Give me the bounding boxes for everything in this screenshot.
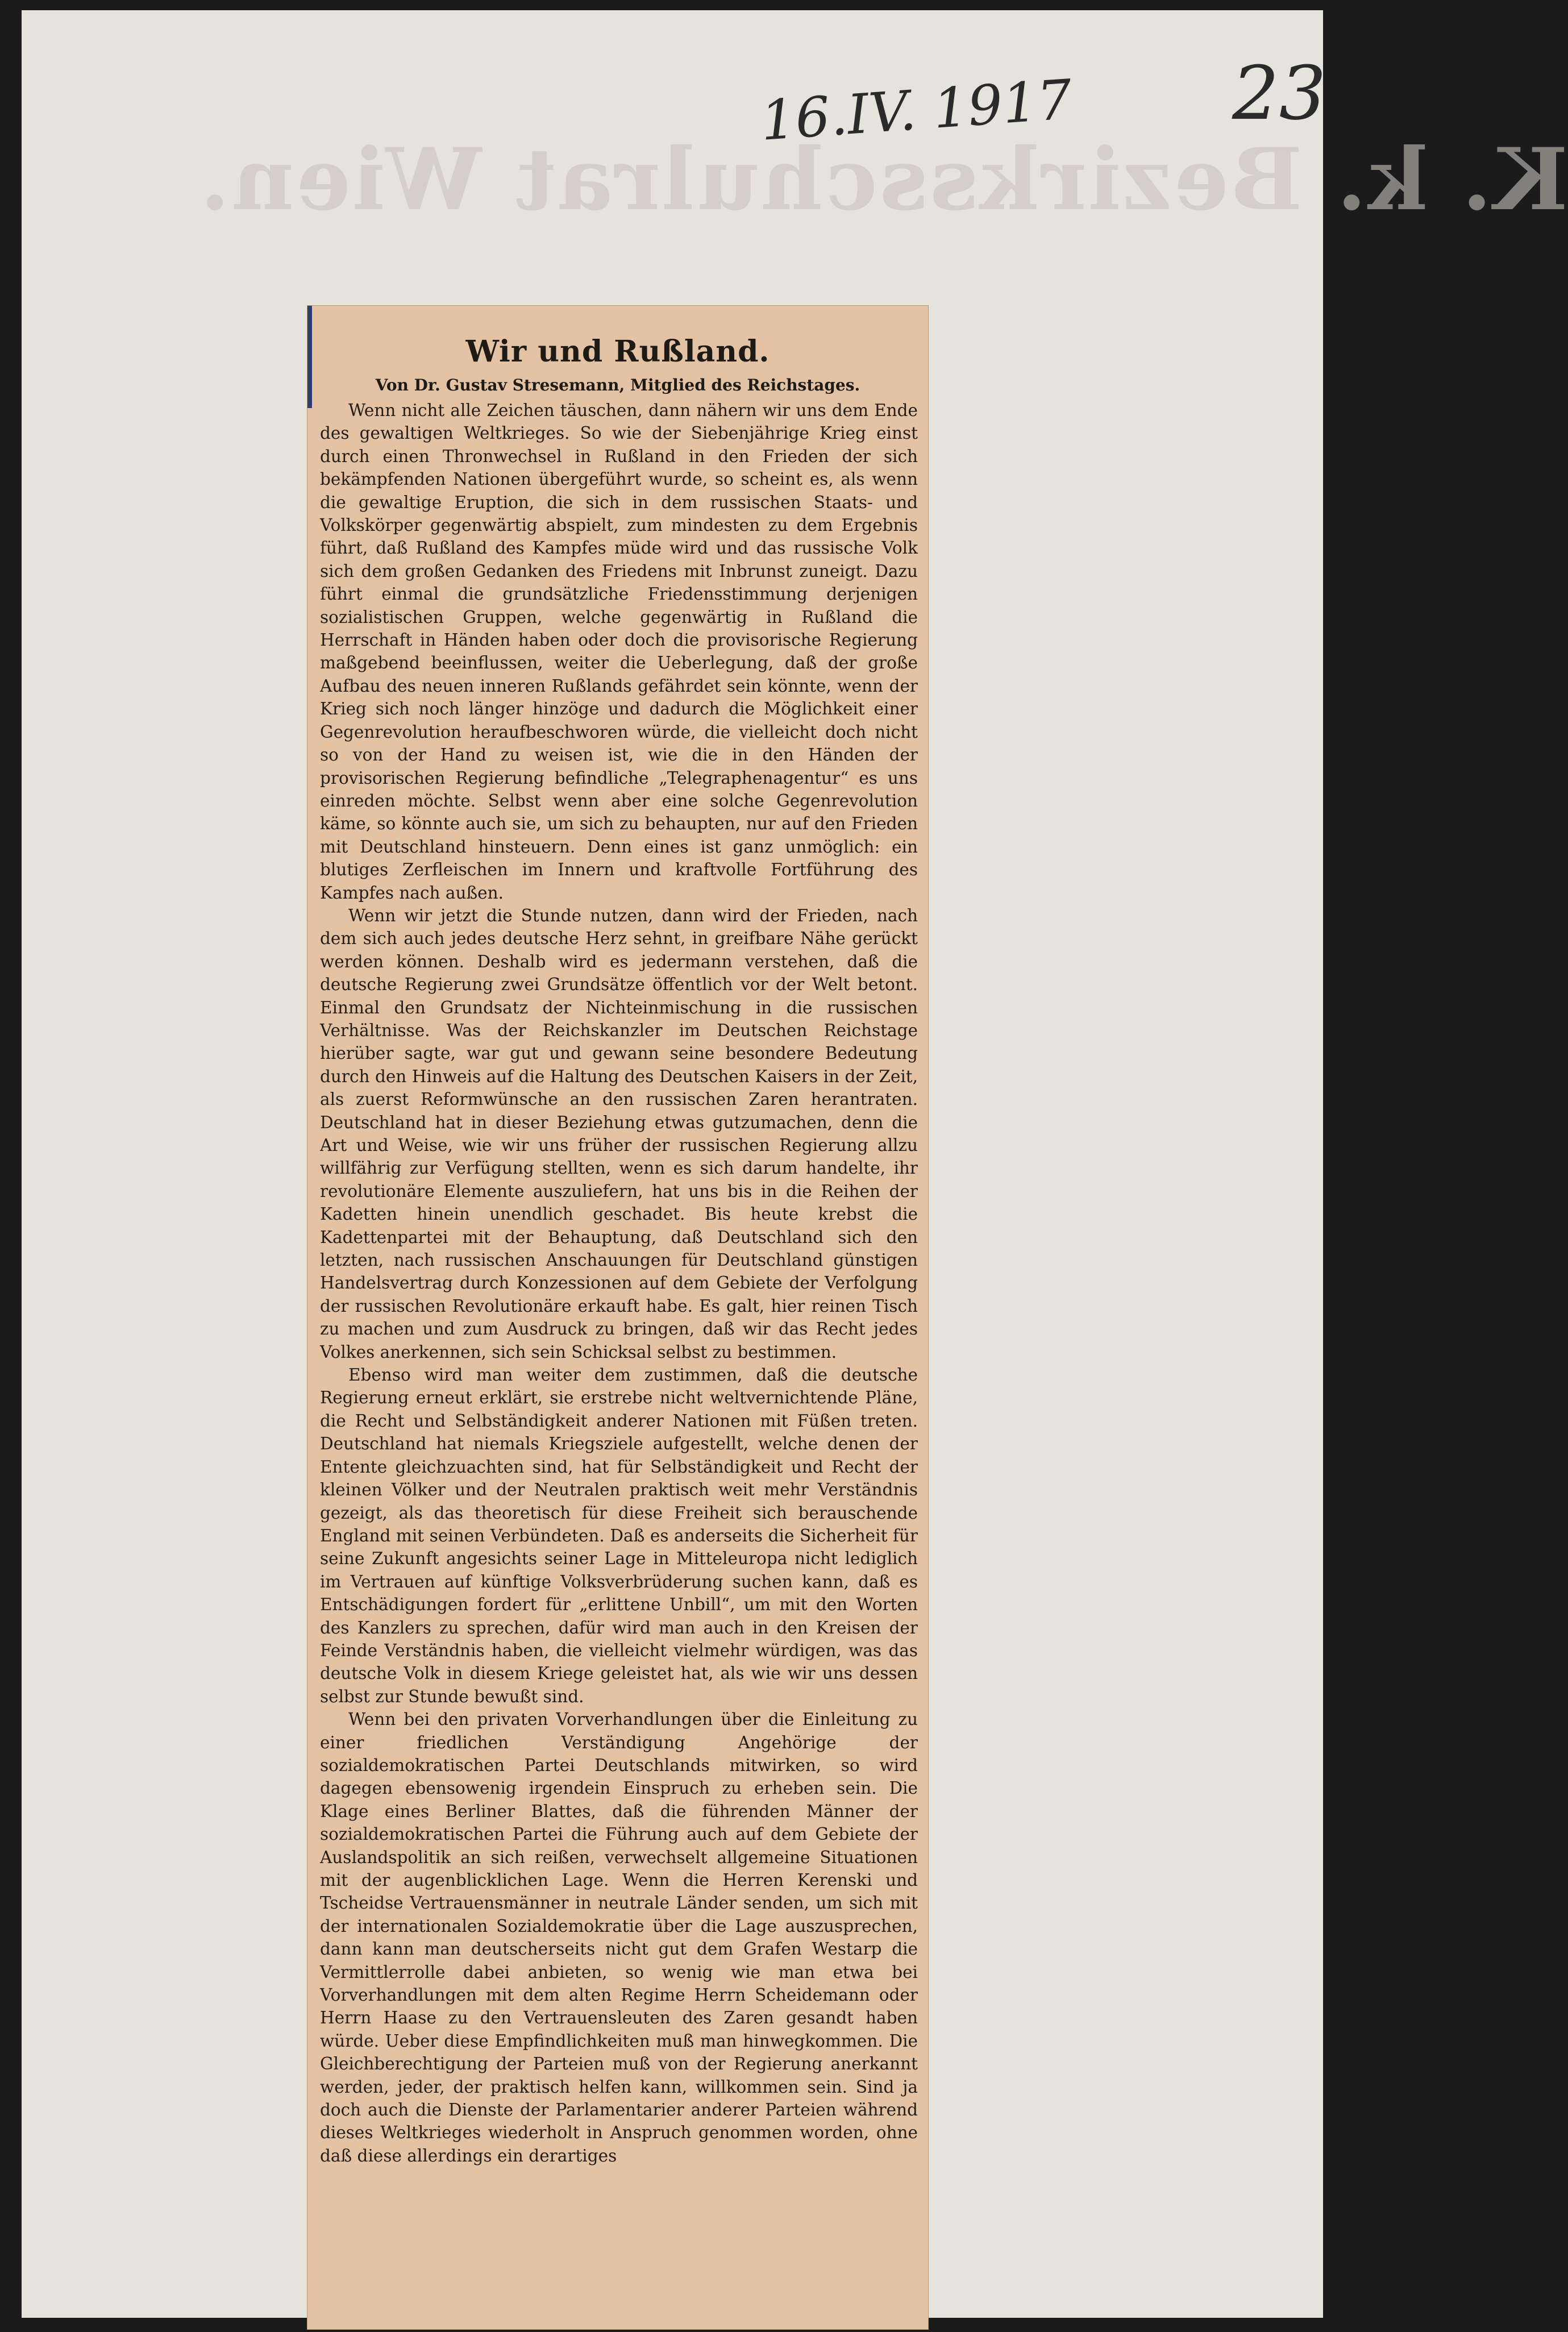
- article-byline: Von Dr. Gustav Stresemann, Mitglied des Reichstages.: [375, 376, 860, 394]
- handwritten-page-number: 23: [1232, 50, 1326, 136]
- article-paragraph: Ebenso wird man weiter dem zustimmen, daß die deutsche Regierung erneut erklärt, sie erstrebe nicht weltvernichtende Pläne, die Recht und Selbständigkeit anderer Nationen mit Füßen treten. Deutschland hat niemals Kriegsziele aufgestellt, welche denen der Entente gleichzuachten sind, hat für Selbständigkeit und Recht der kleinen Völker und der Neutralen praktisch weit mehr Verständnis gezeigt, als das theoretisch für diese Freiheit sich berauschende England mit seinen Verbündeten. Daß es anderseits die Sicherheit für seine Zukunft angesichts seiner Lage in Mitteleuropa nicht lediglich im Vertrauen auf künftige Volksverbrüderung suchen kann, daß es Entschädigungen fordert für „erlittene Unbill“, um mit den Worten des Kanzlers zu sprechen, dafür wird man auch in den Kreisen der Feinde Verständnis haben, die vielleicht vielmehr würdigen, was das deutsche Volk in diesem Kriege geleistet hat, als wie wir uns dessen selbst zur Stunde bewußt sind.: [320, 1365, 918, 1706]
- article-paragraph: Wenn nicht alle Zeichen täuschen, dann nähern wir uns dem Ende des gewaltigen Weltkrieges. So wie der Siebenjährige Krieg einst durch einen Thronwechsel in Rußland in den Frieden der sich bekämpfenden Nationen übergeführt wurde, so scheint es, als wenn die gewaltige Eruption, die sich in dem russischen Staats- und Volkskörper gegenwärtig abspielt, zum mindesten zu dem Ergebnis führt, daß Rußland des Kampfes müde wird und das russische Volk sich dem großen Gedanken des Friedens mit Inbrunst zuneigt. Dazu führt einmal die grundsätzliche Friedensstimmung derjenigen sozialistischen Gruppen, welche gegenwärtig in Rußland die Herrschaft in Händen haben oder doch die provisorische Regierung maßgebend beeinflussen, weiter die Ueberlegung, daß der große Aufbau des neuen inneren Rußlands gefährdet sein könnte, wenn der Krieg sich noch länger hinzöge und dadurch die Möglichkeit einer Gegenrevolution heraufbeschworen würde, die vielleicht doch nicht so von der Hand zu weisen ist, wie die in den Händen der provisorischen Regierung befindliche „Telegraphenagentur“ es uns einreden möchte. Selbst wenn aber eine solche Gegenrevolution käme, so könnte auch sie, um sich zu behaupten, nur auf den Frieden mit Deutschland hinsteuern. Denn eines ist ganz unmöglich: ein blutiges Zerfleischen im Innern und kraftvolle Fortführung des Kampfes nach außen.: [320, 401, 918, 903]
- article-body: [307, 394, 928, 2167]
- clipping-edge-mark: [307, 306, 312, 408]
- newspaper-clipping: [307, 306, 928, 2329]
- article-paragraph: Wenn wir jetzt die Stunde nutzen, dann wird der Frieden, nach dem sich auch jedes deutsche Herz sehnt, in greifbare Nähe gerückt werden können. Deshalb wird es jedermann verstehen, daß die deutsche Regierung zwei Grundsätze öffentlich vor der Welt betont. Einmal den Grundsatz der Nichteinmischung in die russischen Verhältnisse. Was der Reichskanzler im Deutschen Reichstage hierüber sagte, war gut und gewann seine besondere Bedeutung durch den Hinweis auf die Haltung des Deutschen Kaisers in der Zeit, als zuerst Reformwünsche an den russischen Zaren herantraten. Deutschland hat in dieser Beziehung etwas gutzumachen, denn die Art und Weise, wie wir uns früher der russischen Regierung allzu willfährig zur Verfügung stellten, wenn es sich darum handelte, ihr revolutionäre Elemente auszuliefern, hat uns bis in die Reihen der Kadetten hinein unendlich geschadet. Bis heute krebst die Kadettenpartei mit der Behauptung, daß Deutschland sich den letzten, nach russischen Anschauungen für Deutschland günstigen Handelsvertrag durch Konzessionen auf dem Gebiete der Verfolgung der russischen Revolutionäre erkauft habe. Es galt, hier reinen Tisch zu machen und zum Ausdruck zu bringen, daß wir das Recht jedes Volkes anerkennen, sich sein Schicksal selbst zu bestimmen.: [320, 905, 918, 1362]
- article-title: Wir und Rußland.: [465, 334, 770, 369]
- archive-sheet: [22, 10, 1568, 2318]
- handwritten-date: 16.IV. 1917: [758, 68, 1074, 153]
- article-paragraph: Wenn bei den privaten Vorverhandlungen über die Einleitung zu einer friedlichen Verständigung Angehörige der sozialdemokratischen Partei Deutschlands mitwirken, so wird dagegen ebensowenig irgendein Einspruch zu erheben sein. Die Klage eines Berliner Blattes, daß die führenden Männer der sozialdemokratischen Partei die Führung auch auf dem Gebiete der Auslandspolitik an sich reißen, verwechselt allgemeine Situationen mit der augenblicklichen Lage. Wenn die Herren Kerenski und Tscheidse Vertrauensmänner in neutrale Länder senden, um sich mit der internationalen Sozialdemokratie über die Lage auszusprechen, dann kann man deutscherseits nicht gut dem Grafen Westarp die Vermittlerrolle dabei anbieten, so wenig wie man etwa bei Vorverhandlungen mit dem alten Regime Herrn Scheidemann oder Herrn Haase zu den Vertrauensleuten des Zaren gesandt haben würde. Ueber diese Empfindlichkeiten muß man hinwegkommen. Die Gleichberechtigung der Parteien muß von der Regierung anerkannt werden, jeder, der praktisch helfen kann, willkommen sein. Sind ja doch auch die Dienste der Parlamentarier anderer Parteien während dieses Weltkrieges wiederholt in Anspruch genommen worden, ohne daß diese allerdings ein derartiges: [320, 1710, 918, 2165]
- letterhead-ghost: K. k. Bezirksschulrat Wien.: [198, 130, 1568, 230]
